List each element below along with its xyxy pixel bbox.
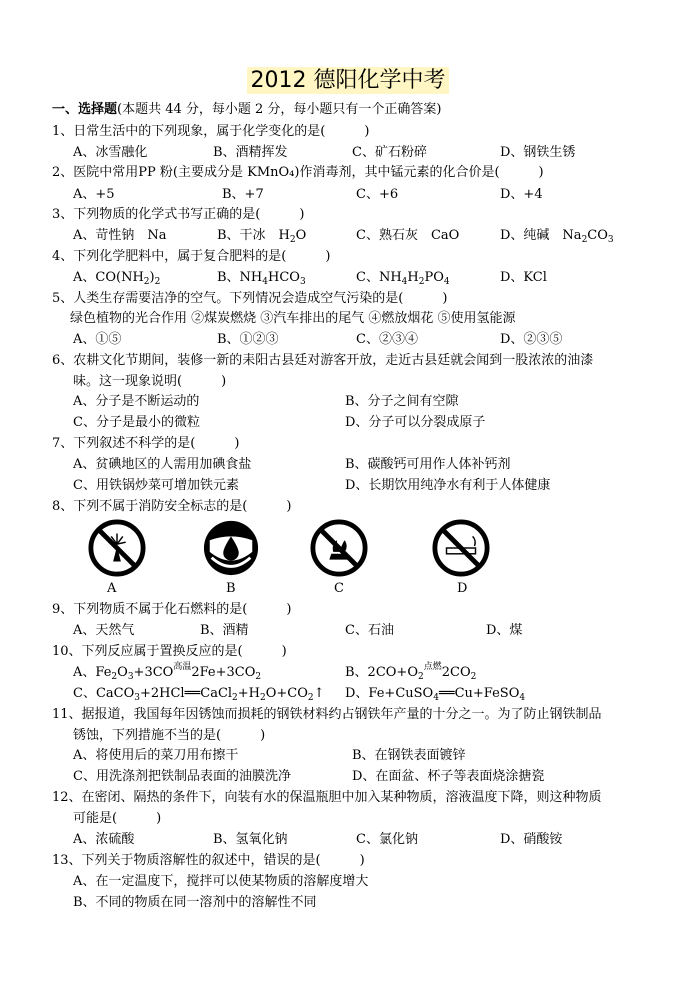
q11-stem-line1: 11、据报道，我国每年因锈蚀而损耗的钢铁材料约占钢铁年产量的十分之一。为了防止钢铁制品 [52,707,602,722]
q8-option-a[interactable]: A [107,581,117,596]
q4-option-d[interactable]: D、KCl [500,270,547,285]
no-burning-icon[interactable] [310,519,368,577]
q4-option-c[interactable]: C、$NH_4H_2PO_4$ [356,270,450,287]
q8-option-b[interactable]: B [226,581,236,596]
no-smoking-icon[interactable] [432,519,490,577]
q6-option-d[interactable]: D、分子可以分裂成原子 [345,415,486,430]
q10-option-a[interactable]: A、$Fe_2O_3+3CO^{高温}2Fe+3CO_2$ [73,662,262,682]
q1-option-a[interactable]: A、冰雪融化 [73,145,148,160]
q2-stem: 2、医院中常用PP 粉(主要成分是 KMnO₄)作消毒剂，其中锰元素的化合价是( ) [52,165,544,180]
q12-option-d[interactable]: D、硝酸铵 [500,832,563,847]
q2-option-b[interactable]: B、+7 [222,187,264,202]
q6-option-b[interactable]: B、分子之间有空隙 [345,394,459,409]
q1-option-c[interactable]: C、矿石粉碎 [352,145,427,160]
q13-option-b[interactable]: B、不同的物质在同一溶剂中的溶解性不同 [73,895,317,910]
q6-option-c[interactable]: C、分子是最小的微粒 [73,415,200,430]
page-title: 2012 德阳化学中考 [0,63,696,94]
q12-option-a[interactable]: A、浓硫酸 [73,832,135,847]
no-fireworks-icon[interactable] [88,519,146,577]
q1-option-d[interactable]: D、钢铁生锈 [500,145,576,160]
q7-stem: 7、下列叙述不科学的是( ) [52,436,240,451]
q9-option-c[interactable]: C、石油 [345,623,394,638]
q1-stem: 1、日常生活中的下列现象，属于化学变化的是( ) [52,124,370,139]
q10-stem: 10、下列反应属于置换反应的是( ) [52,644,287,659]
q13-option-a[interactable]: A、在一定温度下，搅拌可以使某物质的溶解度增大 [73,874,369,889]
q9-option-a[interactable]: A、天然气 [73,623,135,638]
q11-option-b[interactable]: B、在钢铁表面镀锌 [352,748,466,763]
q7-option-c[interactable]: C、用铁锅炒菜可增加铁元素 [73,478,239,493]
q11-option-a[interactable]: A、将使用后的菜刀用布擦干 [73,748,239,763]
q3-option-d[interactable]: D、纯碱 $Na_2CO_3$ [500,228,614,245]
q11-stem-line2: 锈蚀，下列措施不当的是( ) [73,728,266,743]
q4-option-b[interactable]: B、$NH_4HCO_3$ [217,270,306,287]
q5-option-a[interactable]: A、①⑤ [73,332,122,347]
section-header [52,101,442,119]
q5-option-d[interactable]: D、②③⑤ [500,332,563,347]
q3-stem: 3、下列物质的化学式书写正确的是( ) [52,207,305,222]
q7-option-b[interactable]: B、碳酸钙可用作人体补钙剂 [345,457,511,472]
q6-option-a[interactable]: A、分子是不断运动的 [73,394,200,409]
q9-option-b[interactable]: B、酒精 [200,623,249,638]
water-saving-icon[interactable] [202,519,260,577]
q11-option-d[interactable]: D、在面盆、杯子等表面烧涂搪瓷 [352,769,545,784]
q5-stem: 5、人类生存需要洁净的空气。下列情况会造成空气污染的是( ) [52,291,448,306]
q2-option-c[interactable]: C、+6 [356,187,399,202]
q10-option-c[interactable]: C、$CaCO_3+2HCl══CaCl_2+H_2O+CO_2↑$ [73,686,325,703]
q10-option-d[interactable]: D、Fe+CuSO$_4$══Cu+FeSO$_4$ [345,686,526,703]
q12-stem-line1: 12、在密闭、隔热的条件下，向装有水的保温瓶胆中加入某种物质，溶液温度下降，则这种物质 [52,790,602,805]
q7-option-a[interactable]: A、贫碘地区的人需用加碘食盐 [73,457,252,472]
q6-stem-line1: 6、农耕文化节期间，装修一新的耒阳古县廷对游客开放，走近古县廷就会闻到一股浓浓的油漆 [52,353,594,368]
q7-option-d[interactable]: D、长期饮用纯净水有利于人体健康 [345,478,551,493]
q9-option-d[interactable]: D、煤 [486,623,523,638]
q3-option-a[interactable]: A、苛性钠 Na [73,228,167,243]
q8-option-c[interactable]: C [334,581,344,596]
q8-stem: 8、下列不属于消防安全标志的是( ) [52,499,292,514]
q5-option-c[interactable]: C、②③④ [356,332,418,347]
q3-option-c[interactable]: C、熟石灰 CaO [356,228,460,243]
q6-stem-line2: 味。这一现象说明( ) [73,374,227,389]
q8-option-d[interactable]: D [457,581,468,596]
q4-stem: 4、下列化学肥料中，属于复合肥料的是( ) [52,249,331,264]
section-desc: (本题共 44 分，每小题 2 分，每小题只有一个正确答案) [117,102,442,117]
q13-stem: 13、下列关于物质溶解性的叙述中，错误的是( ) [52,853,365,868]
q2-option-d[interactable]: D、+4 [500,187,543,202]
q1-option-b[interactable]: B、酒精挥发 [213,145,288,160]
q10-option-b[interactable]: B、$2CO+O_2^{点燃}2CO_2$ [345,662,477,682]
q12-stem-line2: 可能是( ) [73,811,162,826]
q12-option-c[interactable]: C、氯化钠 [356,832,418,847]
q11-option-c[interactable]: C、用洗涤剂把铁制品表面的油膜洗净 [73,769,291,784]
q5-note: 绿色植物的光合作用 ②煤炭燃烧 ③汽车排出的尾气 ④燃放烟花 ⑤使用氢能源 [70,311,516,326]
q4-option-a[interactable]: A、$CO(NH_2)_2$ [73,270,161,287]
q3-option-b[interactable]: B、干冰 $H_2O$ [217,228,307,245]
q9-stem: 9、下列物质不属于化石燃料的是( ) [52,602,292,617]
q5-option-b[interactable]: B、①②③ [217,332,279,347]
q2-option-a[interactable]: A、+5 [73,187,115,202]
section-label: 一、选择题 [52,102,118,117]
q12-option-b[interactable]: B、氢氧化钠 [213,832,288,847]
